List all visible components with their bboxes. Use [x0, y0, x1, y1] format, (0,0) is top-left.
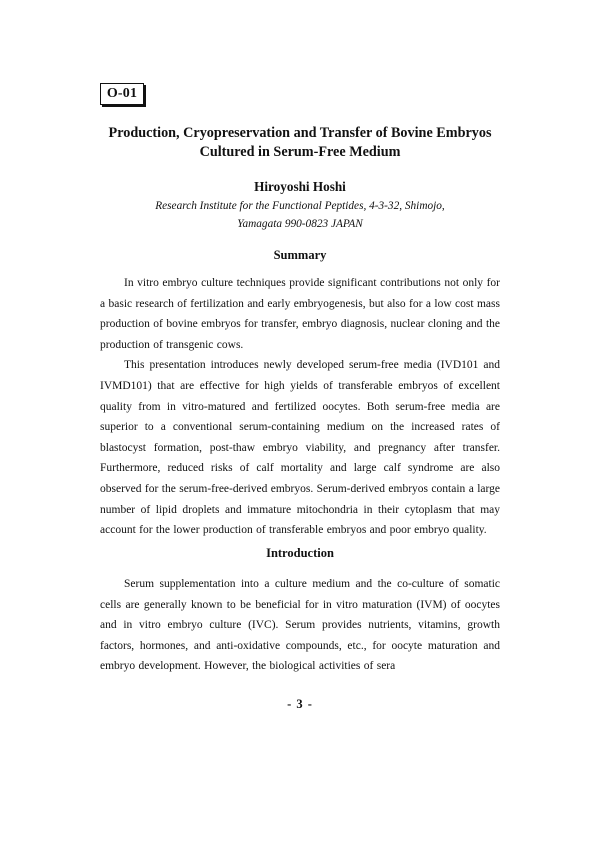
affiliation-line-1: Research Institute for the Functional Peptides, 4-3-32, Shimojo, — [155, 200, 445, 212]
introduction-paragraph-1: Serum supplementation into a culture medium and the co-culture of somatic cells are generally known to be beneficial for in vitro maturation (IVM) of oocytes and in vitro embryo culture (IVC). Serum provides nutrients, vitamins, growth factors, hormones, and anti-oxidative compounds, etc., for oocyte maturation and embryo development. However, the biological activities of sera — [100, 578, 500, 673]
author-name: Hiroyoshi Hoshi — [254, 179, 346, 194]
abstract-code-label: O-01 — [100, 83, 144, 105]
introduction-section — [100, 574, 500, 677]
affiliation-line-2: Yamagata 990-0823 JAPAN — [237, 218, 363, 230]
page-number: - 3 - — [287, 697, 313, 711]
summary-section — [100, 273, 500, 541]
summary-paragraph-2: This presentation introduces newly developed serum-free media (IVD101 and IVMD101) that are effective for high yields of transferable embryos of excellent quality from in vitro-matured and fertilized oocytes. Both serum-free media are superior to a conventional serum-containing medium on the increased rates of blastocyst formation, post-thaw embryo viability, and pregnancy after transfer. Furthermore, reduced risks of calf mortality and large calf syndrome are also observed for the serum-free-derived embryos. Serum-derived embryos contain a large number of lipid droplets and immature mitochondria in their cytoplasm that may account for the lower production of transferable embryos and poor embryo quality. — [100, 359, 500, 537]
summary-paragraph-1: In vitro embryo culture techniques provide significant contributions not only for a basic research of fertilization and early embryogenesis, but also for a low cost mass production of bovine embryos for transfer, embryo diagnosis, nuclear cloning and the production of transgenic cows. — [100, 277, 500, 351]
paper-title — [80, 124, 520, 162]
introduction-heading: Introduction — [266, 546, 334, 560]
affiliation — [80, 197, 520, 233]
title-line-1: Production, Cryopreservation and Transfer of Bovine Embryos — [108, 125, 492, 141]
title-line-2: Cultured in Serum-Free Medium — [199, 144, 401, 160]
summary-heading: Summary — [273, 248, 327, 262]
